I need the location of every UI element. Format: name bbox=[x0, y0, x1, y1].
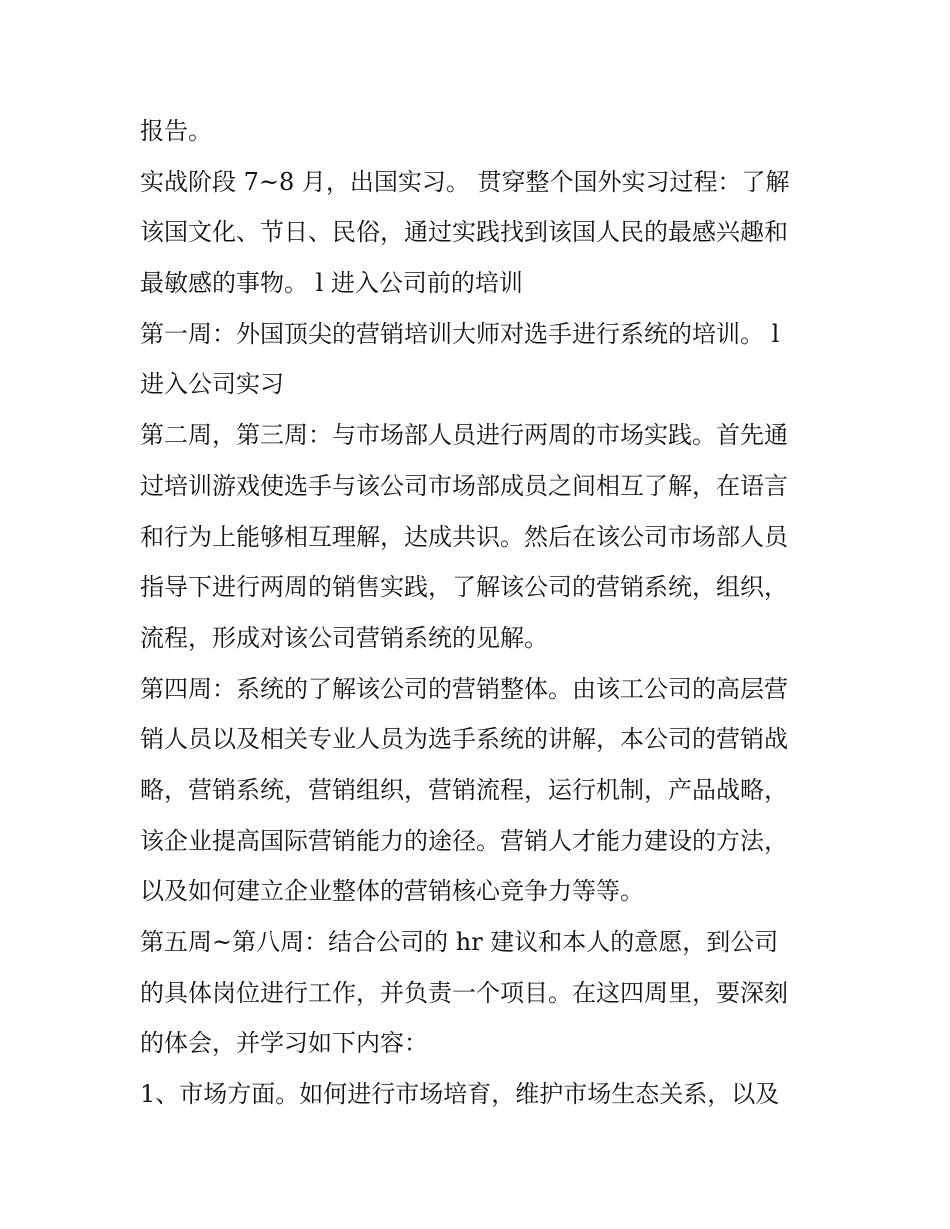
text-line: 和行为上能够相互理解，达成共识。然后在该公司市场部人员 bbox=[140, 522, 788, 551]
text-line: 最敏感的事物。 l 进入公司前的培训 bbox=[140, 269, 523, 298]
text-line: 以及如何建立企业整体的营销核心竞争力等等。 bbox=[140, 877, 644, 906]
text-line: 该企业提高国际营销能力的途径。营销人才能力建设的方法， bbox=[140, 826, 788, 855]
text-line: 流程，形成对该公司营销系统的见解。 bbox=[140, 623, 548, 652]
text-line: 该国文化、节日、民俗，通过实践找到该国人民的最感兴趣和 bbox=[140, 218, 788, 247]
text-line: 实战阶段 7~8 月，出国实习。 贯穿整个国外实习过程：了解 bbox=[140, 167, 790, 196]
text-line: 第二周，第三周：与市场部人员进行两周的市场实践。首先通 bbox=[140, 421, 788, 450]
text-line: 销人员以及相关专业人员为选手系统的讲解，本公司的营销战 bbox=[140, 725, 788, 754]
text-line: 报告。 bbox=[140, 117, 212, 145]
text-line: 1、市场方面。如何进行市场培育，维护市场生态关系，以及 bbox=[140, 1080, 780, 1109]
text-line: 的体会，并学习如下内容： bbox=[140, 1029, 428, 1058]
text-line: 第一周：外国顶尖的营销培训大师对选手进行系统的培训。 l bbox=[140, 319, 780, 348]
text-line: 第五周~第八周：结合公司的 hr 建议和本人的意愿，到公司 bbox=[140, 928, 779, 956]
body-text bbox=[140, 106, 820, 1120]
text-line: 指导下进行两周的销售实践，了解该公司的营销系统，组织， bbox=[140, 573, 788, 602]
text-line: 过培训游戏使选手与该公司市场部成员之间相互了解，在语言 bbox=[140, 471, 788, 500]
text-line: 第四周：系统的了解该公司的营销整体。由该工公司的高层营 bbox=[140, 674, 788, 703]
text-line: 进入公司实习 bbox=[140, 370, 284, 399]
text-line: 的具体岗位进行工作，并负责一个项目。在这四周里，要深刻 bbox=[140, 978, 788, 1007]
text-line: 略，营销系统，营销组织，营销流程，运行机制，产品战略， bbox=[140, 775, 788, 804]
